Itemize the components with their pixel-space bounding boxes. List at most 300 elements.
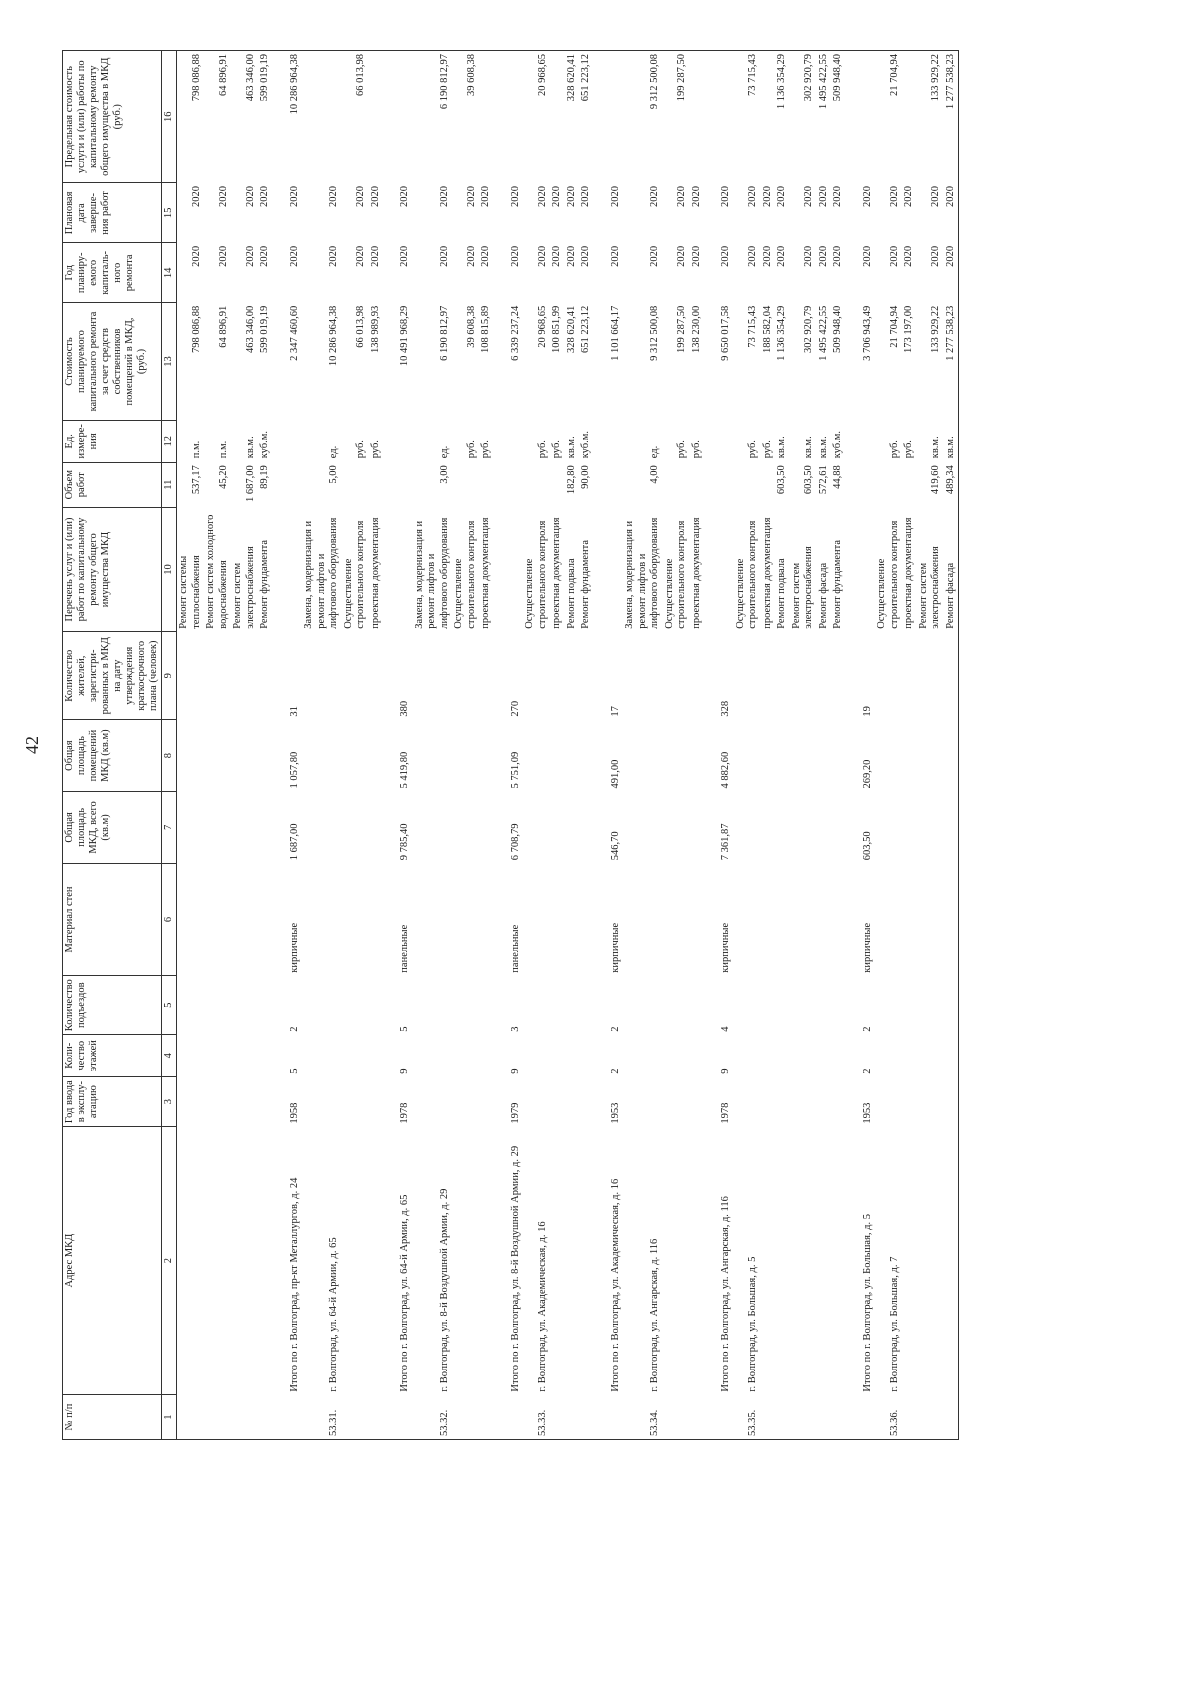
cell-col-9 (917, 632, 944, 720)
table-row (342, 51, 369, 1440)
cell-col-1: 53.31. (302, 1395, 342, 1440)
cell-col-9 (579, 632, 594, 720)
cell-col-13: 463 346,00 (244, 305, 256, 353)
cell-col-8 (623, 720, 663, 792)
cell-col-4 (479, 1035, 494, 1077)
cell-col-7 (413, 792, 453, 864)
cell-col-4 (302, 1035, 342, 1077)
column-number: 15 (162, 183, 177, 243)
cell-col-8: 491,00 (609, 759, 621, 789)
cell-col-7: 603,50 (861, 831, 873, 861)
cell-col-8 (523, 720, 550, 792)
cell-col-1 (579, 1395, 594, 1440)
cell-col-12 (704, 420, 734, 462)
cell-col-3 (775, 1077, 790, 1127)
cell-col-10: Ремонт фасада (944, 507, 959, 632)
cell-col-5 (302, 976, 342, 1035)
cell-col-15: 2020 (676, 185, 687, 207)
cell-col-2: г. Волгоград, ул. Академическая, д. 16 (536, 1221, 548, 1392)
table-row (177, 51, 205, 1440)
cell-col-3 (177, 1077, 205, 1127)
cell-col-6: кирпичные (720, 922, 731, 973)
cell-col-3: 1978 (399, 1102, 410, 1124)
cell-col-3 (204, 1077, 231, 1127)
cell-col-2 (565, 1127, 580, 1395)
cell-col-7 (550, 792, 565, 864)
cell-col-10: проектная документация (761, 517, 773, 629)
total-row (846, 51, 876, 1440)
cell-col-9: 19 (861, 706, 873, 717)
cell-col-5 (761, 976, 776, 1035)
cell-col-12: руб. (480, 440, 491, 459)
table-row (413, 51, 453, 1440)
cell-col-5 (177, 976, 205, 1035)
cell-col-14: 2020 (480, 245, 491, 267)
cell-col-11: 603,50 (803, 465, 814, 495)
cell-col-12: руб. (676, 440, 687, 459)
cell-col-5: 2 (861, 1026, 873, 1032)
cell-col-9 (902, 632, 917, 720)
column-number: 14 (162, 243, 177, 303)
cell-col-16 (383, 51, 413, 183)
cell-col-10: Ремонт систем холодного водоснабжения (205, 514, 229, 629)
cell-col-1 (231, 1395, 258, 1440)
cell-col-2 (479, 1127, 494, 1395)
cell-col-12: руб. (747, 440, 758, 459)
table-row (623, 51, 663, 1440)
cell-col-13: 6 339 237,24 (509, 305, 521, 361)
cell-col-1 (383, 1395, 413, 1440)
cell-col-14: 2020 (930, 245, 941, 267)
cell-col-5 (565, 976, 580, 1035)
cell-col-11 (452, 462, 479, 507)
cell-col-2: Итого по г. Волгоград, ул. 64-й Армии, д. 65 (399, 1194, 410, 1392)
cell-col-9 (258, 632, 273, 720)
cell-col-11 (594, 462, 624, 507)
cell-col-12: руб. (690, 440, 702, 459)
cell-col-10: проектная документация (551, 517, 562, 629)
cell-col-16: 798 086,88 (177, 51, 205, 183)
cell-col-1: 53.36. (875, 1395, 902, 1440)
cell-col-10: Ремонт подвала (565, 558, 577, 629)
cell-col-6 (413, 863, 453, 975)
table-row (690, 51, 705, 1440)
cell-col-15: 2020 (328, 185, 339, 207)
cell-col-6 (479, 863, 494, 975)
cell-col-4 (342, 1035, 369, 1077)
cell-col-9: 17 (609, 706, 621, 717)
cell-col-4 (565, 1035, 580, 1077)
column-number: 4 (162, 1035, 177, 1077)
cell-col-15: 2020 (480, 185, 491, 207)
cell-col-6 (663, 863, 690, 975)
cell-col-1 (369, 1395, 384, 1440)
cell-col-7 (875, 792, 902, 864)
cell-col-2 (761, 1127, 776, 1395)
cell-col-15: 2020 (944, 183, 959, 243)
cell-col-9 (875, 632, 902, 720)
cell-col-16: 1 136 354,29 (775, 51, 790, 183)
cell-col-7 (579, 792, 594, 864)
cell-col-2 (831, 1127, 846, 1395)
cell-col-7 (479, 792, 494, 864)
cell-col-8: 5 751,09 (509, 751, 521, 789)
cell-col-6 (902, 863, 917, 975)
cell-col-8 (177, 720, 205, 792)
cell-col-9: 270 (509, 700, 521, 717)
cell-col-10: проектная документация (903, 517, 914, 629)
cell-col-15: 2020 (832, 185, 843, 207)
cell-col-6 (875, 863, 902, 975)
cell-col-7 (902, 792, 917, 864)
cell-col-8 (875, 720, 902, 792)
cell-col-8 (565, 720, 580, 792)
cell-col-16: 1 495 422,55 (817, 51, 832, 183)
cell-col-8 (452, 720, 479, 792)
table-row (565, 51, 580, 1440)
cell-col-12: ед. (438, 445, 450, 459)
cell-col-1 (565, 1395, 580, 1440)
cell-col-12: руб. (465, 440, 477, 459)
cell-col-10: проектная документация (369, 517, 381, 629)
cell-col-7: 6 708,79 (509, 823, 521, 861)
cell-col-11: 182,80 (565, 465, 577, 495)
cell-col-3 (944, 1077, 959, 1127)
cell-col-8 (734, 720, 761, 792)
cell-col-13: 66 013,98 (355, 305, 366, 348)
table-row (523, 51, 550, 1440)
cell-col-11 (875, 462, 902, 507)
cell-col-4 (258, 1035, 273, 1077)
cell-col-15: 2020 (747, 185, 758, 207)
cell-col-5 (663, 976, 690, 1035)
cell-col-5: 5 (399, 1026, 410, 1032)
cell-col-7 (734, 792, 761, 864)
cell-col-3: 1953 (861, 1102, 873, 1124)
cell-col-2 (258, 1127, 273, 1395)
cell-col-15: 2020 (565, 185, 577, 207)
cell-col-7 (623, 792, 663, 864)
cell-col-7 (523, 792, 550, 864)
cell-col-13: 1 101 664,17 (609, 305, 621, 361)
cell-col-14: 2020 (761, 245, 773, 267)
cell-col-11 (663, 462, 690, 507)
cell-col-1 (452, 1395, 479, 1440)
cell-col-6 (342, 863, 369, 975)
cell-col-8 (663, 720, 690, 792)
cell-col-1: 53.35. (734, 1395, 761, 1440)
cell-col-8 (817, 720, 832, 792)
cell-col-5: 2 (609, 1026, 621, 1032)
cell-col-16: 328 620,41 (565, 51, 580, 183)
cell-col-4 (413, 1035, 453, 1077)
cell-col-15: 2020 (399, 185, 410, 207)
cell-col-16 (550, 51, 565, 183)
cell-col-5 (775, 976, 790, 1035)
cell-col-5: 3 (509, 1026, 521, 1032)
cell-col-3 (734, 1077, 761, 1127)
cell-col-2 (452, 1127, 479, 1395)
cell-col-13: 328 620,41 (565, 305, 577, 353)
cell-col-1 (273, 1395, 303, 1440)
cell-col-3 (258, 1077, 273, 1127)
cell-col-15: 2020 (536, 185, 548, 207)
cell-col-1 (690, 1395, 705, 1440)
cell-col-2: г. Волгоград, ул. 8-й Воздушной Армии, д. 29 (438, 1188, 450, 1392)
cell-col-11: 44,88 (832, 465, 843, 489)
header-cell: Перечень услуг и (или) работ по капитальному ремонту общего имущества МКД (63, 507, 162, 632)
cell-col-7: 9 785,40 (399, 823, 410, 861)
header-cell: Объем работ (63, 462, 162, 507)
header-cell: Ед. измере-ния (63, 420, 162, 462)
cell-col-1 (761, 1395, 776, 1440)
cell-col-11 (690, 462, 705, 507)
column-number: 12 (162, 420, 177, 462)
cell-col-9 (452, 632, 479, 720)
cell-col-3 (917, 1077, 944, 1127)
cell-col-14: 2020 (355, 245, 366, 267)
cell-col-7 (231, 792, 258, 864)
cell-col-15: 2020 (438, 185, 450, 207)
cell-col-9 (523, 632, 550, 720)
cell-col-14: 2020 (580, 245, 591, 267)
page-number: 42 (22, 736, 42, 754)
cell-col-2: г. Волгоград, ул. Большая, д. 7 (888, 1256, 900, 1392)
cell-col-6 (177, 863, 205, 975)
cell-col-1 (846, 1395, 876, 1440)
cell-col-10: Ремонт фундамента (580, 539, 591, 629)
cell-col-13: 39 608,38 (465, 305, 477, 348)
table-row (775, 51, 790, 1440)
cell-col-8 (369, 720, 384, 792)
cell-col-16: 509 948,40 (831, 51, 846, 183)
cell-col-16 (494, 51, 524, 183)
cell-col-5 (258, 976, 273, 1035)
cell-col-7 (452, 792, 479, 864)
cell-col-15: 2020 (509, 185, 521, 207)
cell-col-13: 798 086,88 (190, 305, 202, 353)
cell-col-14: 2020 (259, 245, 270, 267)
table-row (761, 51, 776, 1440)
cell-col-6 (944, 863, 959, 975)
header-cell: Год ввода в эксплу-атацию (63, 1077, 162, 1127)
cell-col-10 (383, 507, 413, 632)
cell-col-9 (690, 632, 705, 720)
cell-col-9 (550, 632, 565, 720)
cell-col-8: 269,20 (861, 759, 873, 789)
cell-col-15: 2020 (930, 185, 941, 207)
cell-col-3 (761, 1077, 776, 1127)
table-row (231, 51, 258, 1440)
cell-col-4 (550, 1035, 565, 1077)
cell-col-3: 1978 (720, 1102, 731, 1124)
cell-col-12: руб. (551, 440, 562, 459)
cell-col-15: 2020 (903, 185, 914, 207)
cell-col-4 (902, 1035, 917, 1077)
header-cell: Материал стен (63, 863, 162, 975)
cell-col-9 (177, 632, 205, 720)
cell-col-2: г. Волгоград, ул. 64-й Армии, д. 65 (328, 1237, 339, 1392)
cell-col-16: 302 920,79 (790, 51, 817, 183)
cell-col-7 (831, 792, 846, 864)
cell-col-3 (302, 1077, 342, 1127)
cell-col-9 (342, 632, 369, 720)
cell-col-14: 2020 (328, 245, 339, 267)
cell-col-13: 138 989,93 (369, 305, 381, 353)
cell-col-2 (231, 1127, 258, 1395)
cell-col-15: 2020 (259, 185, 270, 207)
cell-col-13: 1 136 354,29 (776, 305, 787, 361)
cell-col-6 (231, 863, 258, 975)
cell-col-13: 199 287,50 (676, 305, 687, 353)
cell-col-13: 64 896,91 (217, 305, 229, 348)
cell-col-16: 64 896,91 (204, 51, 231, 183)
cell-col-16 (479, 51, 494, 183)
cell-col-15: 2020 (817, 185, 829, 207)
cell-col-4 (579, 1035, 594, 1077)
cell-col-16: 133 929,22 (917, 51, 944, 183)
cell-col-13: 9 650 017,58 (720, 305, 731, 361)
cell-col-15: 2020 (803, 185, 814, 207)
cell-col-6 (734, 863, 761, 975)
cell-col-1 (944, 1395, 959, 1440)
cell-col-1 (902, 1395, 917, 1440)
cell-col-6 (523, 863, 550, 975)
cell-col-12: куб.м. (259, 430, 270, 459)
cell-col-16: 20 968,65 (523, 51, 550, 183)
cell-col-13: 108 815,89 (480, 305, 491, 353)
cell-col-5 (875, 976, 902, 1035)
cell-col-12: кв.м. (817, 436, 829, 459)
cell-col-10: Ремонт системы теплоснабжения (178, 555, 202, 629)
cell-col-16: 9 312 500,08 (623, 51, 663, 183)
cell-col-3 (579, 1077, 594, 1127)
cell-col-10: Ремонт систем электроснабжения (917, 546, 941, 629)
cell-col-8: 1 057,80 (288, 751, 300, 789)
table-row (452, 51, 479, 1440)
rotated-page (22, 50, 1065, 1440)
cell-col-15: 2020 (861, 185, 873, 207)
cell-col-4: 2 (609, 1068, 621, 1074)
cell-col-12: куб.м. (580, 430, 591, 459)
total-row (594, 51, 624, 1440)
cell-col-16: 651 223,12 (579, 51, 594, 183)
cell-col-6 (817, 863, 832, 975)
cell-col-8 (342, 720, 369, 792)
cell-col-6 (258, 863, 273, 975)
cell-col-15: 2020 (465, 185, 477, 207)
cell-col-2 (790, 1127, 817, 1395)
cell-col-5 (523, 976, 550, 1035)
cell-col-4 (875, 1035, 902, 1077)
cell-col-14: 2020 (438, 245, 450, 267)
cell-col-11 (273, 462, 303, 507)
cell-col-15: 2020 (720, 185, 731, 207)
cell-col-1 (550, 1395, 565, 1440)
cell-col-10: Осуществление строительного контроля (453, 520, 477, 629)
table-row (944, 51, 959, 1440)
cell-col-15: 2020 (649, 185, 660, 207)
cell-col-1 (258, 1395, 273, 1440)
header-row (63, 51, 162, 1440)
cell-col-4: 9 (720, 1068, 731, 1074)
cell-col-14: 2020 (720, 245, 731, 267)
cell-col-7 (565, 792, 580, 864)
cell-col-15: 2020 (761, 185, 773, 207)
cell-col-9 (204, 632, 231, 720)
cell-col-1: 53.34. (623, 1395, 663, 1440)
cell-col-14: 2020 (861, 245, 873, 267)
column-number: 7 (162, 792, 177, 864)
cell-col-6 (790, 863, 817, 975)
cell-col-11 (902, 462, 917, 507)
cell-col-14: 2020 (369, 245, 381, 267)
cell-col-10: Осуществление строительного контроля (663, 520, 687, 629)
cell-col-16: 463 346,00 (231, 51, 258, 183)
cell-col-5 (917, 976, 944, 1035)
cell-col-16: 73 715,43 (734, 51, 761, 183)
cell-col-15: 2020 (580, 185, 591, 207)
column-number: 3 (162, 1077, 177, 1127)
table-row (817, 51, 832, 1440)
cell-col-13: 302 920,79 (803, 305, 814, 353)
cell-col-15: 2020 (690, 185, 702, 207)
header-cell: Стоимость планируемого капитального ремонта за счет средств собственников помещений в МКД, (руб.) (63, 303, 162, 421)
cell-col-10: Осуществление строительного контроля (524, 520, 548, 629)
cell-col-12: кв.м. (244, 436, 256, 459)
cell-col-12: руб. (761, 440, 773, 459)
cell-col-1 (479, 1395, 494, 1440)
cell-col-6 (565, 863, 580, 975)
column-number: 16 (162, 51, 177, 183)
column-number: 2 (162, 1127, 177, 1395)
cell-col-9 (369, 632, 384, 720)
cell-col-3 (231, 1077, 258, 1127)
cell-col-11 (479, 462, 494, 507)
cell-col-12: п.м. (190, 440, 202, 459)
cell-col-8 (690, 720, 705, 792)
header-cell: Год планиру-емого капиталь-ного ремонта (63, 243, 162, 303)
cell-col-6: кирпичные (609, 922, 621, 973)
cell-col-4: 9 (399, 1068, 410, 1074)
cell-col-8 (550, 720, 565, 792)
table-body (177, 51, 959, 1440)
cell-col-16 (302, 51, 342, 183)
cell-col-1 (831, 1395, 846, 1440)
cell-col-3: 1958 (288, 1102, 300, 1124)
cell-col-11: 89,19 (259, 465, 270, 489)
cell-col-5 (944, 976, 959, 1035)
table-row (790, 51, 817, 1440)
cell-col-15: 2020 (288, 185, 300, 207)
cell-col-6 (369, 863, 384, 975)
cell-col-14: 2020 (903, 245, 914, 267)
cell-col-7 (663, 792, 690, 864)
cell-col-2 (817, 1127, 832, 1395)
cell-col-12 (273, 420, 303, 462)
column-number-row (162, 51, 177, 1440)
cell-col-7 (775, 792, 790, 864)
cell-col-2 (204, 1127, 231, 1395)
cell-col-15: 2020 (217, 185, 229, 207)
cell-col-13: 10 286 964,38 (328, 305, 339, 367)
cell-col-7 (917, 792, 944, 864)
cell-col-4 (917, 1035, 944, 1077)
cell-col-6: панельные (509, 924, 521, 973)
cell-col-10 (594, 507, 624, 632)
cell-col-7 (369, 792, 384, 864)
cell-col-7 (302, 792, 342, 864)
